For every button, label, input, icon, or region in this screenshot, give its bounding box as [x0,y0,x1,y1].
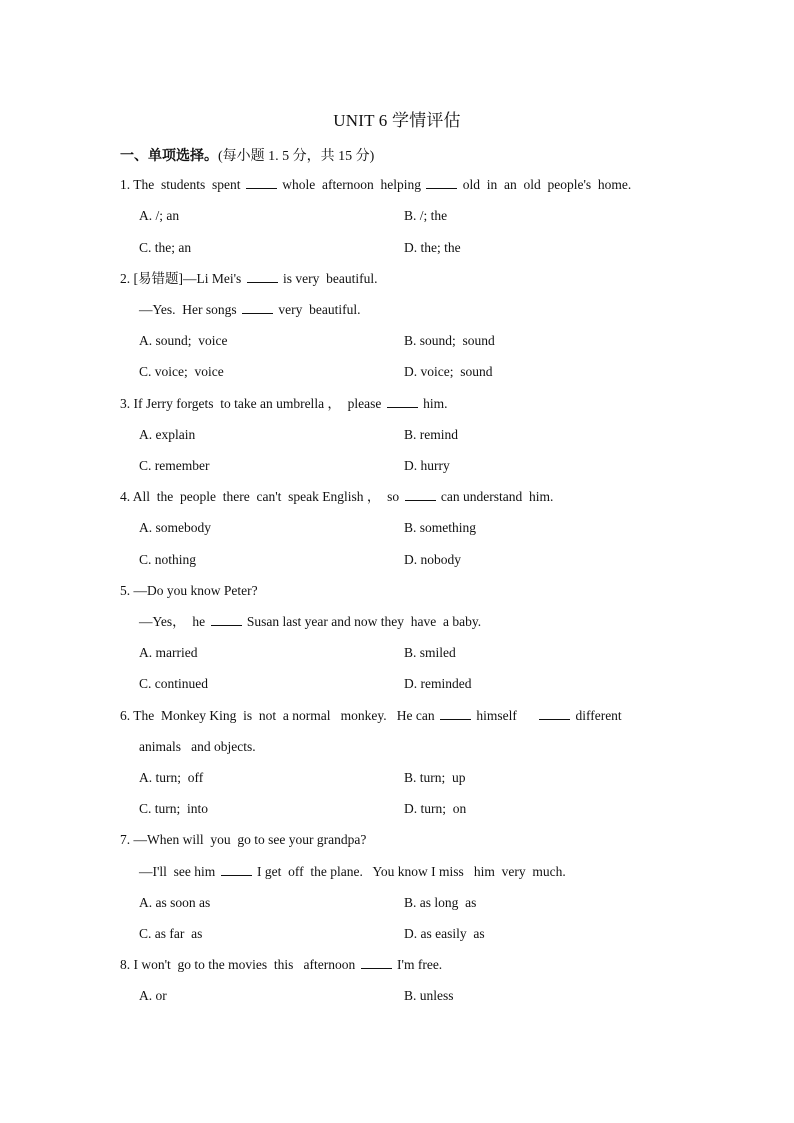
option-a: A. explain [139,427,196,442]
option-c: C. the; an [139,240,192,255]
option-a: A. somebody [139,520,211,535]
stem-text: is very beautiful. [283,271,378,286]
question-7-stem: 7. —When will you go to see your grandpa? [120,832,367,847]
question-6-stem [120,707,622,725]
option-a: A. or [139,988,167,1003]
page-title: UNIT 6 学情评估 [333,111,461,130]
stem-text: 2. [易错题]—Li Mei's [120,271,242,286]
question-6-stem-line2: animals and objects. [139,739,256,754]
question-1-stem [120,176,631,194]
question-2-stem [120,270,378,288]
question-5-stem: 5. —Do you know Peter? [120,583,258,598]
answer-blank [426,176,457,189]
option-a: A. as soon as [139,895,211,910]
answer-blank [247,270,278,283]
option-c: C. remember [139,458,210,473]
option-c: C. continued [139,676,208,691]
answer-blank [361,956,392,969]
option-b: B. unless [404,988,454,1003]
stem-text: I get off the plane. You know I miss him very much. [257,864,566,879]
option-b: B. remind [404,427,458,442]
option-d: D. hurry [404,458,450,473]
answer-blank [246,176,277,189]
option-d: D. turn; on [404,801,467,816]
stem-text: whole afternoon helping [282,177,421,192]
stem-text: Susan last year and now they have a baby. [246,614,482,629]
option-c: C. nothing [139,552,197,567]
stem-text: —Yes， he [139,614,206,629]
question-4-stem [120,488,553,506]
option-b: B. something [404,520,477,535]
option-a: A. sound; voice [139,333,228,348]
answer-blank [211,613,242,626]
option-a: A. /; an [139,208,180,223]
answer-blank [440,707,471,720]
option-b: B. smiled [404,645,456,660]
option-d: D. reminded [404,676,472,691]
section-label: 一、单项选择。 [120,149,218,164]
stem-text: 1. The students spent [120,177,241,192]
option-c: C. voice; voice [139,364,224,379]
answer-blank [539,707,570,720]
option-b: B. as long as [404,895,477,910]
stem-text: different [575,708,622,723]
stem-text: him. [423,396,448,411]
stem-text: 8. I won't go to the movies this afternoon [120,957,356,972]
option-d: D. voice; sound [404,364,493,379]
option-b: B. turn; up [404,770,466,785]
question-2-stem-line2 [139,301,361,319]
stem-text: 4. All the people there can't speak English ， so [120,489,400,504]
option-c: C. as far as [139,926,203,941]
question-8-stem [120,956,442,974]
answer-blank [387,395,418,408]
stem-text: I'm free. [397,957,443,972]
stem-text: can understand him. [440,489,554,504]
section-note: (每小题 1. 5 分，共 15 分) [218,149,375,164]
stem-text: himself [476,708,517,723]
section-heading [120,145,374,165]
stem-text: very beautiful. [278,302,361,317]
option-d: D. nobody [404,552,461,567]
option-d: D. as easily as [404,926,485,941]
option-b: B. sound; sound [404,333,495,348]
stem-text: —Yes. Her songs [139,302,237,317]
option-a: A. turn; off [139,770,204,785]
stem-text: old in an old people's home. [462,177,632,192]
answer-blank [242,301,273,314]
option-b: B. /; the [404,208,448,223]
stem-text: —I'll see him [139,864,216,879]
answer-blank [221,863,252,876]
stem-text: 6. The Monkey King is not a normal monkey. He can [120,708,435,723]
option-c: C. turn; into [139,801,209,816]
option-d: D. the; the [404,240,461,255]
answer-blank [405,488,436,501]
stem-text: 3. If Jerry forgets to take an umbrella ， please [120,396,382,411]
option-a: A. married [139,645,198,660]
question-3-stem [120,395,448,413]
question-5-stem-line2 [139,613,481,631]
question-7-stem-line2 [139,863,566,881]
